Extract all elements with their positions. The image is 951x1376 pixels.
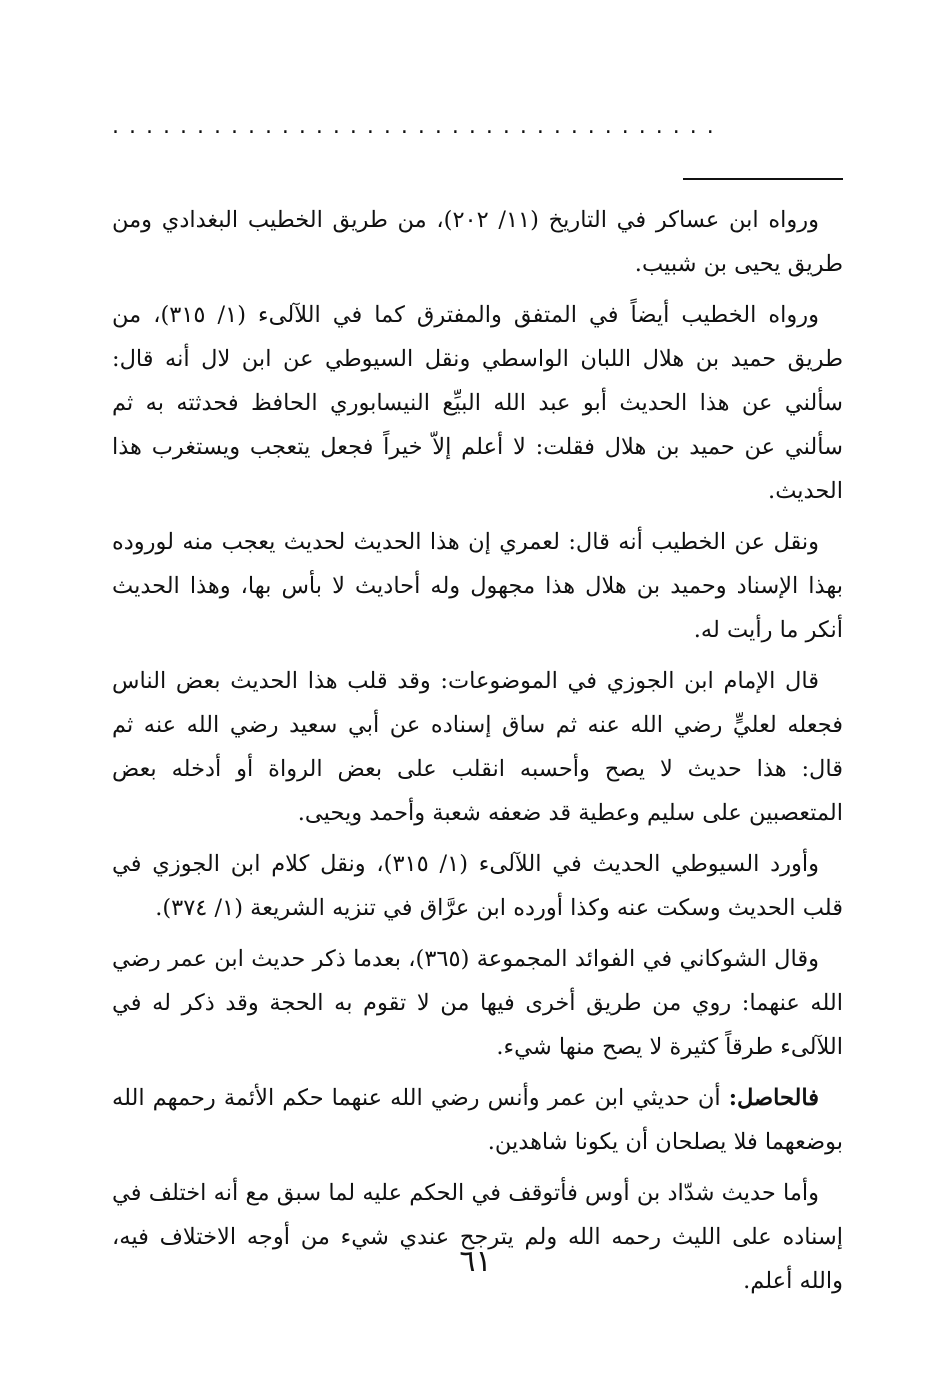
paragraph-8: وأما حديث شدّاد بن أوس فأتوقف في الحكم عليه لما سبق مع أنه اختلف في إسناده على الليث رحمه الله ولم يترجح عندي شيء من أوجه الاختلاف فيه، والله أعلم. [112,1180,843,1294]
footnote-rule [683,178,843,180]
paragraph-3: ونقل عن الخطيب أنه قال: لعمري إن هذا الحديث لحديث يعجب منه لوروده بهذا الإسناد وحميد بن هلال هذا مجهول وله أحاديث لا بأس بها، وهذا الحديث أنكر ما رأيت له. [112,529,843,643]
paragraph-7: فالحاصل: أن حديثي ابن عمر وأنس رضي الله عنهما حكم الأئمة رحمهم الله بوضعهما فلا يصلحان أن يكونا شاهدين. [112,1085,843,1155]
conclusion-lead: فالحاصل: [728,1085,819,1111]
paragraph-2: ورواه الخطيب أيضاً في المتفق والمفترق كما في اللآلىء (١/ ٣١٥)، من طريق حميد بن هلال اللبان الواسطي ونقل السيوطي عن ابن لال أنه قال: سألني عن هذا الحديث أبو عبد الله البيِّع النيسابوري الحافظ فحدثته به ثم سألني عن حميد بن هلال فقلت: لا أعلم إلاّ خيراً فجعل يتعجب ويستغرب هذا الحديث. [112,302,843,504]
page-content [112,198,843,1310]
paragraph-1: ورواه ابن عساكر في التاريخ (١١/ ٢٠٢)، من طريق الخطيب البغدادي ومن طريق يحيى بن شبيب. [112,207,843,277]
page-number: ٦١ [459,1244,492,1279]
paragraph-5: وأورد السيوطي الحديث في اللآلىء (١/ ٣١٥)، ونقل كلام ابن الجوزي في قلب الحديث وسكت عنه وكذا أورده ابن عرَّاق في تنزيه الشريعة (١/ ٣٧٤). [112,851,843,921]
dotted-separator: .................................... [112,116,724,138]
paragraph-6: وقال الشوكاني في الفوائد المجموعة (٣٦٥)، بعدما ذكر حديث ابن عمر رضي الله عنهما: روي من طريق أخرى فيها من لا تقوم به الحجة وقد ذكر له في اللآلىء طرقاً كثيرة لا يصح منها شيء. [112,946,843,1060]
paragraph-4: قال الإمام ابن الجوزي في الموضوعات: وقد قلب هذا الحديث بعض الناس فجعله لعليٍّ رضي الله عنه ثم ساق إسناده عن أبي سعيد رضي الله عنه ثم قال: هذا حديث لا يصح وأحسبه انقلب على بعض الرواة أو أدخله بعض المتعصبين على سليم وعطية قد ضعفه شعبة وأحمد ويحيى. [112,668,843,826]
